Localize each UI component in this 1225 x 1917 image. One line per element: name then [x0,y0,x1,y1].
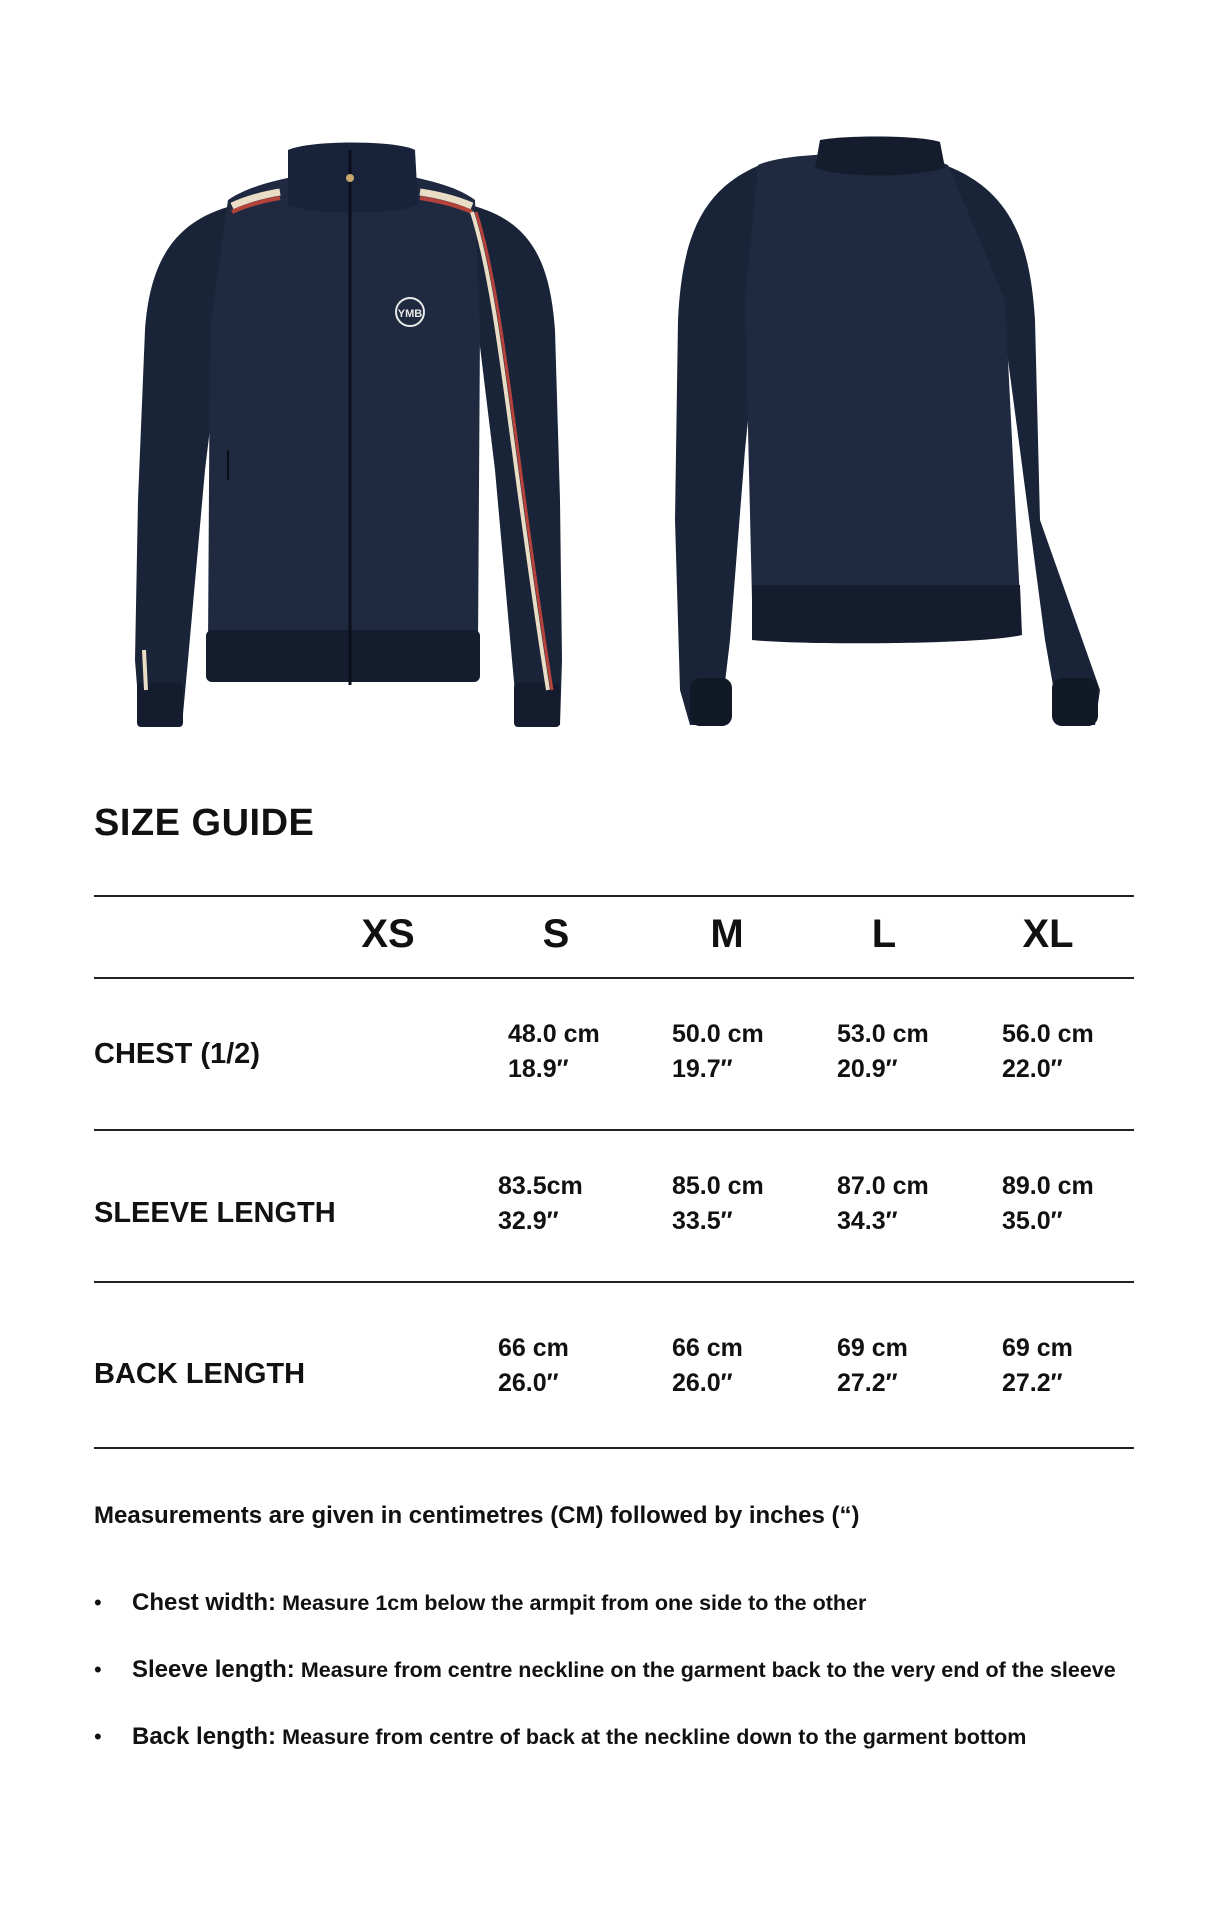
row-label-chest: CHEST (1/2) [94,1038,260,1070]
table-cell: 56.0 cm 22.0″ [1002,1020,1094,1083]
size-header-xl: XL [1022,912,1074,956]
jacket-back-image [675,136,1100,726]
page-title: SIZE GUIDE [94,802,315,844]
product-images [0,0,1225,760]
table-bottom-rule [94,1447,1134,1449]
table-cell: 53.0 cm 20.9″ [837,1020,929,1083]
size-header-l: L [871,912,897,956]
size-header-m: M [710,912,744,956]
list-item: • Chest width: Measure 1cm below the armpit from one side to the other [94,1589,867,1616]
bullet-icon: • [94,1724,102,1749]
table-cell: 87.0 cm 34.3″ [837,1172,929,1235]
table-cell: 83.5cm 32.9″ [498,1172,583,1235]
logo-text: YMB [397,308,423,320]
list-item: • Back length: Measure from centre of back at the neckline down to the garment bottom [94,1723,1027,1750]
bullet-icon: • [94,1657,102,1682]
row-label-back-length: BACK LENGTH [94,1358,306,1390]
size-header-xs: XS [361,912,415,956]
jacket-front-image [135,143,562,728]
table-cell: 85.0 cm 33.5″ [672,1172,764,1235]
table-top-rule [94,895,1134,897]
table-cell: 66 cm 26.0″ [498,1334,569,1397]
row-label-sleeve-length: SLEEVE LENGTH [94,1197,336,1229]
list-item: • Sleeve length: Measure from centre neckline on the garment back to the very end of the sleeve [94,1656,1116,1683]
jacket-illustration [0,0,1225,760]
table-cell: 66 cm 26.0″ [672,1334,743,1397]
row-divider [94,1281,1134,1283]
table-cell: 69 cm 27.2″ [837,1334,908,1397]
bullet-icon: • [94,1590,102,1615]
table-header-rule [94,977,1134,979]
row-divider [94,1129,1134,1131]
measurement-instructions [94,1588,1116,1789]
table-cell: 48.0 cm 18.9″ [508,1020,600,1083]
measurement-note: Measurements are given in centimetres (CM) followed by inches (“) [94,1502,860,1529]
table-cell: 50.0 cm 19.7″ [672,1020,764,1083]
table-cell: 69 cm 27.2″ [1002,1334,1073,1397]
table-cell: 89.0 cm 35.0″ [1002,1172,1094,1235]
size-header-s: S [542,912,570,956]
